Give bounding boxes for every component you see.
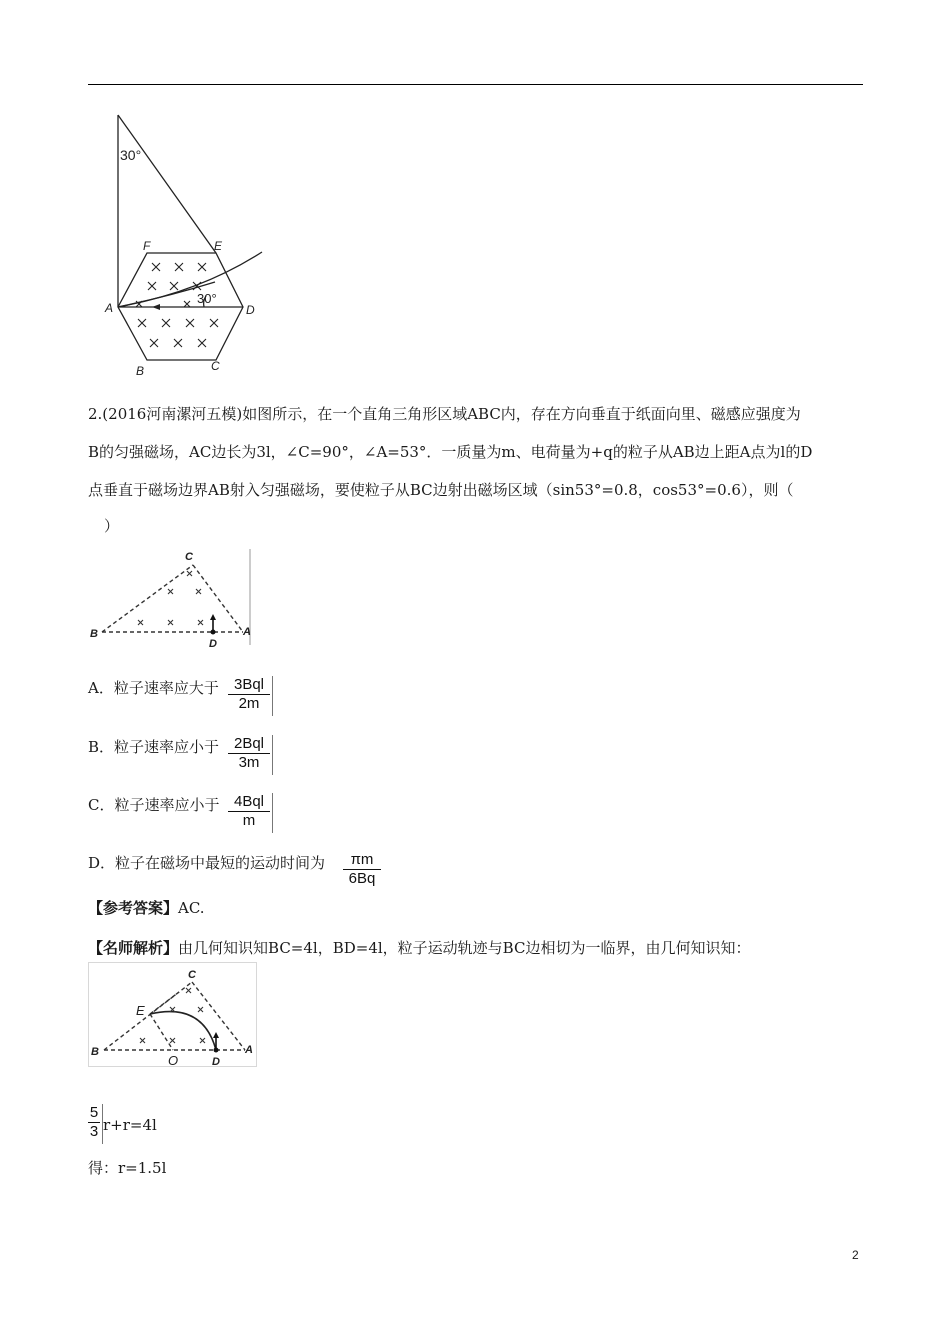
analysis-line: [88, 938, 750, 958]
question-line-4: ）: [104, 517, 120, 535]
header-rule: [88, 84, 863, 85]
label-F: F: [143, 239, 151, 253]
analysis-text: 由几何知识知BC=4l，BD=4l，粒子运动轨迹与BC边相切为一临界，由几何知识知：: [178, 939, 751, 957]
label-A2: A: [243, 626, 251, 638]
option-d-numerator: πm: [350, 851, 374, 868]
velocity-arrow: [152, 304, 160, 310]
option-a-numerator: 3Bql: [233, 676, 265, 693]
label-D3: D: [212, 1056, 220, 1068]
question-line-3: 点垂直于磁场边界AB射入匀强磁场，要使粒子从BC边射出磁场区域（sin53°=0.8，cos53°=0.6），则（: [88, 481, 794, 499]
label-C: C: [211, 359, 220, 373]
option-b-denominator: 3m: [238, 754, 260, 771]
figure-trajectory: [88, 962, 258, 1070]
label-D2: D: [209, 638, 217, 650]
option-c-text: C．粒子速率应小于: [88, 796, 220, 814]
equation-rest: r+r=4l: [103, 1116, 157, 1134]
option-d-fraction: [343, 851, 381, 888]
answer-label: 【参考答案】: [88, 899, 179, 917]
analysis-label: 【名师解析】: [88, 939, 179, 957]
option-b-fraction: [228, 735, 270, 772]
label-B3: B: [91, 1046, 99, 1058]
option-d-denominator: 6Bq: [348, 870, 376, 887]
particle-trajectory: [118, 252, 262, 307]
option-d-text: D．粒子在磁场中最短的运动时间为: [88, 854, 326, 872]
label-O3: O: [168, 1053, 179, 1068]
point-D3: [214, 1048, 219, 1053]
label-B: B: [136, 364, 145, 378]
label-E3: E: [136, 1003, 145, 1018]
result-line: 得：r=1.5l: [88, 1159, 167, 1177]
label-A: A: [105, 301, 114, 315]
label-D: D: [246, 303, 255, 317]
option-b-text: B．粒子速率应小于: [88, 738, 220, 756]
equation-fraction: [88, 1104, 100, 1141]
question-line-1: 2.(2016河南漯河五模)如图所示，在一个直角三角形区域ABC内，存在方向垂直于纸面向里、磁感应强度为: [88, 405, 801, 423]
figure-triangle-field: [88, 545, 256, 653]
label-C3: C: [188, 969, 196, 981]
equation-denominator: 3: [89, 1123, 99, 1140]
option-c-numerator: 4Bql: [233, 793, 265, 810]
point-D: [211, 630, 216, 635]
slanted-line: [118, 115, 216, 253]
option-a-text: A．粒子速率应大于: [88, 679, 219, 697]
label-A3: A: [245, 1044, 253, 1056]
angle-label-top: 30°: [120, 147, 142, 163]
equation-numerator: 5: [89, 1104, 99, 1121]
page-number: 2: [852, 1248, 859, 1262]
option-c-fraction: [228, 793, 270, 830]
answer-line: [88, 898, 205, 918]
option-b-numerator: 2Bql: [233, 735, 265, 752]
figure-hexagon-field: [100, 110, 270, 385]
option-a-fraction: [228, 676, 270, 713]
answer-value: AC.: [178, 899, 205, 917]
option-c-denominator: m: [242, 812, 256, 829]
label-B2: B: [90, 628, 98, 640]
question-line-2: B的匀强磁场，AC边长为3l，∠C=90°，∠A=53°．一质量为m、电荷量为+q的粒子从AB边上距A点为l的D: [88, 443, 813, 461]
angle-label-inner: 30°: [197, 291, 217, 306]
label-C2: C: [185, 551, 193, 563]
option-a-denominator: 2m: [238, 695, 260, 712]
label-E: E: [214, 239, 223, 253]
